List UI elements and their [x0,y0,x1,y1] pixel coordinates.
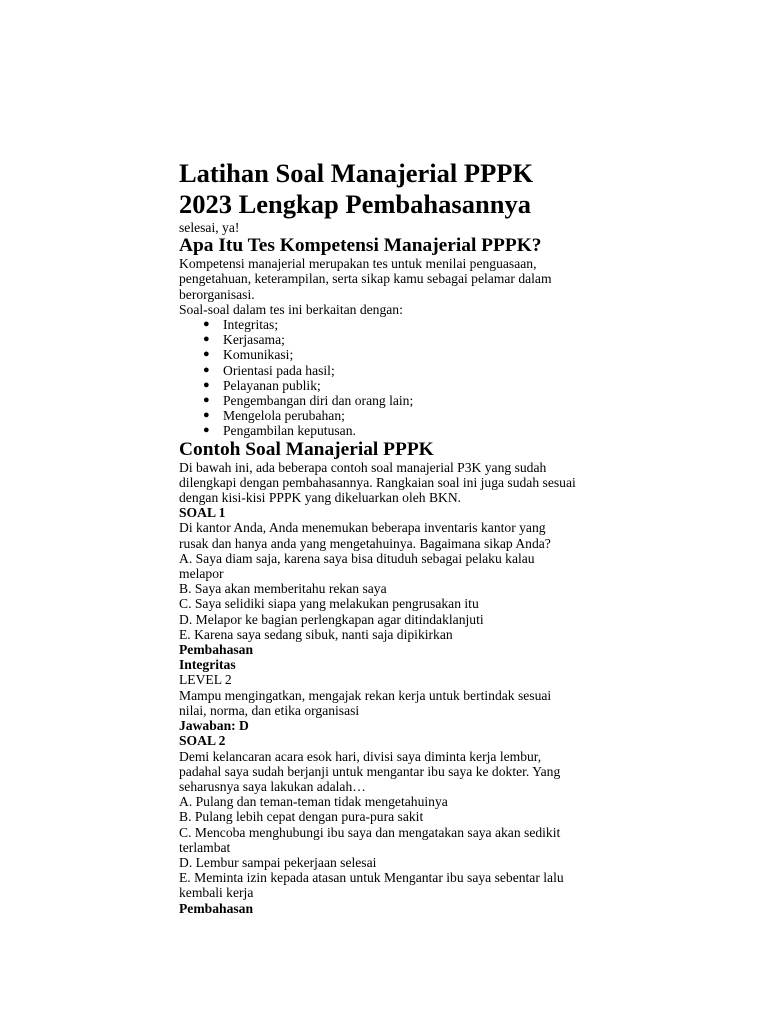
intro-tail: selesai, ya! [179,220,240,235]
soal1-option: B. Saya akan memberitahu rekan saya [179,581,387,597]
title-line-2: 2023 Lengkap Pembahasannya [179,189,531,219]
section1-line: pengetahuan, keterampilan, serta sikap kamu sebagai pelamar dalam [179,271,552,287]
section2-intro-line: dengan kisi-kisi PPPK yang dikeluarkan oleh BKN. [179,490,462,506]
soal2-question-line: padahal saya sudah berjanji untuk mengantar ibu saya ke dokter. Yang [179,763,561,779]
soal1-option: D. Melapor ke bagian perlengkapan agar ditindaklanjuti [179,611,484,627]
soal1-question-line: Di kantor Anda, Anda menemukan beberapa inventaris kantor yang [179,520,546,536]
soal1-level: LEVEL 2 [179,672,232,688]
list-item: ● Pelayanan publik; [203,377,321,393]
section1-line: Soal-soal dalam tes ini berkaitan dengan: [179,301,403,317]
soal1-kompetensi: Integritas [179,657,236,673]
soal1-option: A. Saya diam saja, karena saya bisa dituduh sebagai pelaku kalau [179,550,535,566]
bullet-icon: ● [203,363,210,376]
soal1-option: C. Saya selidiki siapa yang melakukan pengrusakan itu [179,596,479,612]
soal2-option: terlambat [179,839,231,855]
soal1-option: E. Karena saya sedang sibuk, nanti saja dipikirkan [179,626,453,642]
soal1-answer: Jawaban: D [179,718,249,734]
soal2-option: kembali kerja [179,885,254,901]
list-item: ● Komunikasi; [203,347,294,363]
soal2-pembahasan-label: Pembahasan [179,900,254,916]
list-item: ● Pengembangan diri dan orang lain; [203,393,414,409]
soal1-option: melapor [179,566,224,582]
soal1-pembahasan-label: Pembahasan [179,642,254,658]
soal2-option: A. Pulang dan teman-teman tidak mengetahuinya [179,794,448,810]
document-page [179,158,624,916]
soal2-label: SOAL 2 [179,733,226,749]
section2-intro-line: dilengkapi dengan pembahasannya. Rangkaian soal ini juga sudah sesuai [179,474,576,490]
bullet-icon: ● [203,378,210,391]
title-line-1: Latihan Soal Manajerial PPPK [179,158,534,188]
soal1-label: SOAL 1 [179,505,226,521]
bullet-icon: ● [203,424,210,437]
soal2-option: B. Pulang lebih cepat dengan pura-pura sakit [179,809,424,825]
document-title [179,158,624,220]
section1-line: berorganisasi. [179,286,255,302]
soal2-option: D. Lembur sampai pekerjaan selesai [179,854,377,870]
list-item: ● Mengelola perubahan; [203,408,345,424]
soal2-option: E. Meminta izin kepada atasan untuk Mengantar ibu saya sebentar lalu [179,870,564,886]
section2-intro-line: Di bawah ini, ada beberapa contoh soal manajerial P3K yang sudah [179,459,547,475]
list-item: ● Orientasi pada hasil; [203,362,335,378]
soal2-question-line: seharusnya saya lakukan adalah… [179,778,366,794]
soal1-explanation-line: Mampu mengingatkan, mengajak rekan kerja untuk bertindak sesuai [179,687,552,703]
section1-line: Kompetensi manajerial merupakan tes untuk menilai penguasaan, [179,256,537,272]
bullet-icon: ● [203,333,210,346]
bullet-icon: ● [203,409,210,422]
soal1-explanation-line: nilai, norma, dan etika organisasi [179,702,360,718]
soal2-question-line: Demi kelancaran acara esok hari, divisi saya diminta kerja lembur, [179,748,542,764]
soal1-question-line: rusak dan hanya anda yang mengetahuinya. Bagaimana sikap Anda? [179,535,551,551]
section1-heading: Apa Itu Tes Kompetensi Manajerial PPPK? [179,235,542,257]
bullet-icon: ● [203,348,210,361]
competency-list [179,317,624,439]
list-item: ● Integritas; [203,317,279,333]
soal2-option: C. Mencoba menghubungi ibu saya dan mengatakan saya akan sedikit [179,824,561,840]
list-item: ● Kerjasama; [203,332,285,348]
bullet-icon: ● [203,318,210,331]
bullet-icon: ● [203,394,210,407]
section2-heading: Contoh Soal Manajerial PPPK [179,438,434,460]
list-item: ● Pengambilan keputusan. [203,423,356,439]
